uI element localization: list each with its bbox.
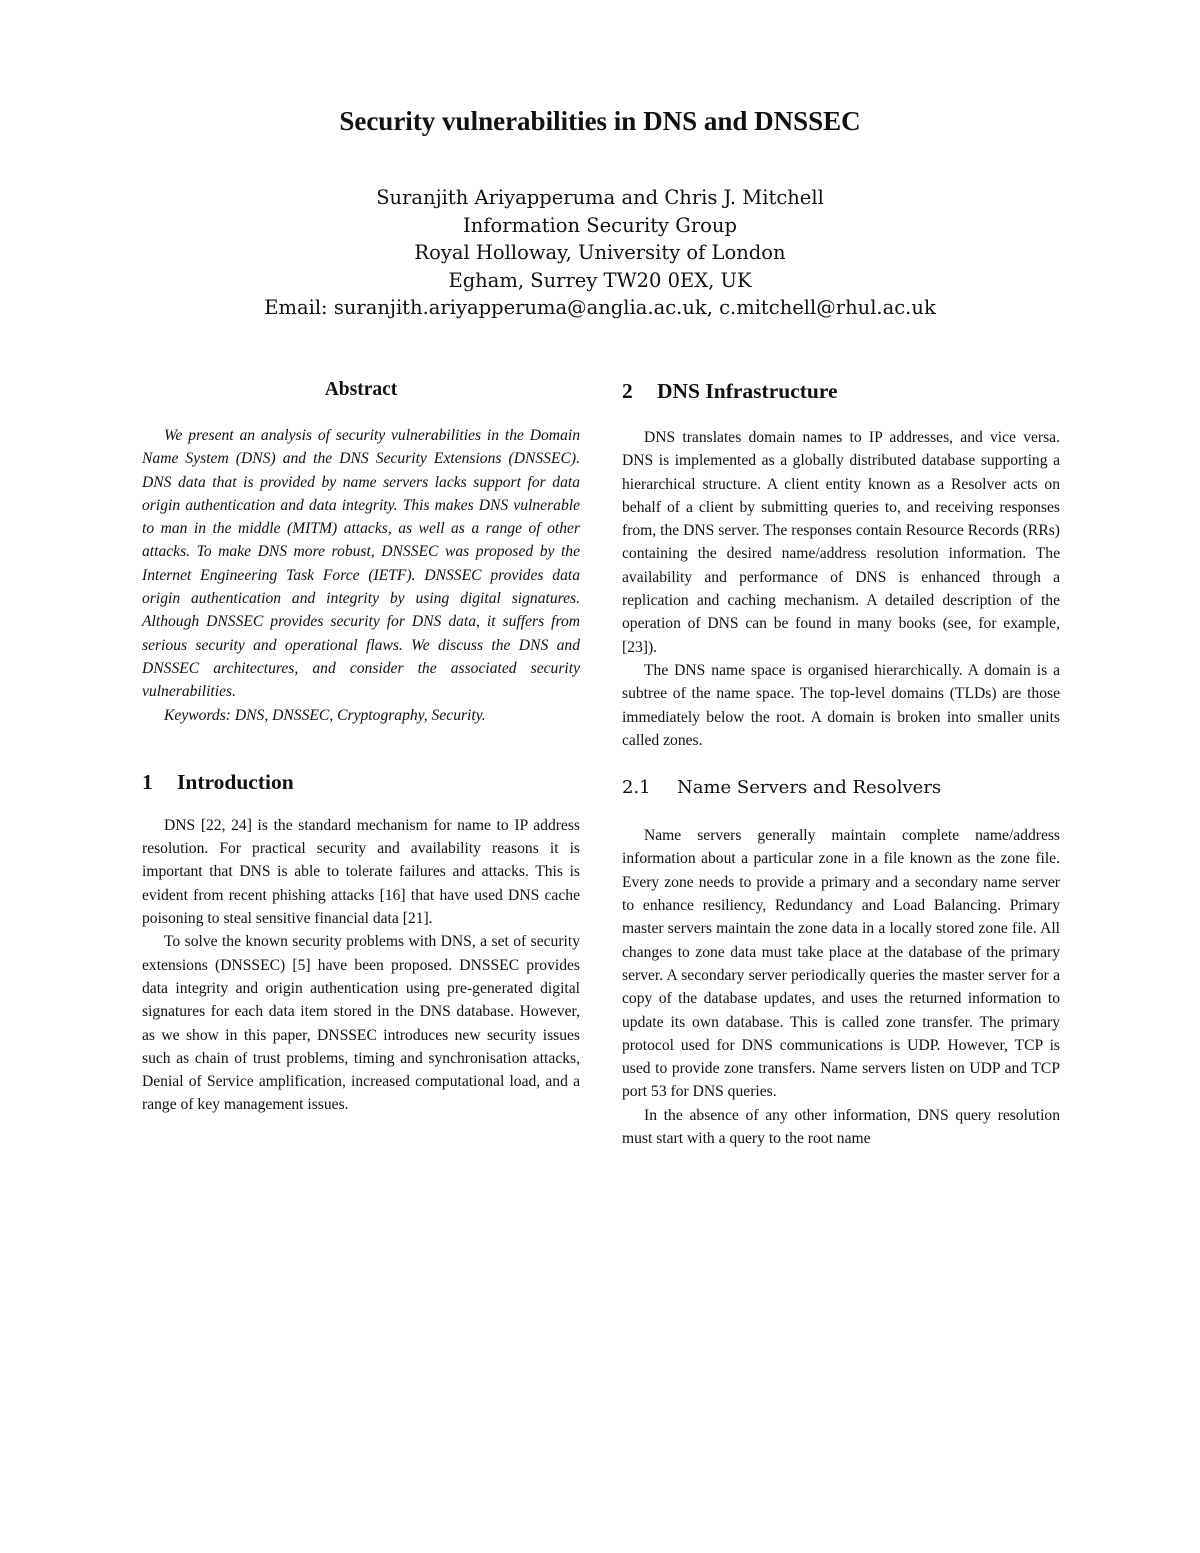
section-2-1-heading (622, 774, 1060, 802)
section-2-1-paragraph-2: In the absence of any other information, DNS query resolution must start with a query to the root name (622, 1106, 1060, 1148)
section-2-paragraph-2: The DNS name space is organised hierarchically. A domain is a subtree of the name space. The top-level domains (TLDs) are those immediately below the root. A domain is broken into smaller units called zones. (622, 661, 1060, 749)
author-email: Email: suranjith.ariyapperuma@anglia.ac.uk, c.mitchell@rhul.ac.uk (264, 296, 936, 319)
section-1-heading (142, 767, 580, 797)
section-2-heading (622, 376, 1060, 406)
author-address: Egham, Surrey TW20 0EX, UK (448, 268, 752, 292)
right-column (622, 376, 1060, 1150)
author-group: Information Security Group (463, 213, 737, 237)
left-column (142, 376, 580, 1117)
section-2-title: DNS Infrastructure (657, 379, 838, 403)
section-1-title: Introduction (177, 769, 294, 794)
abstract-heading: Abstract (324, 379, 398, 400)
section-1-paragraph-1: DNS [22, 24] is the standard mechanism for name to IP address resolution. For practical security and availability reasons it is important that DNS is able to tolerate failures and attacks. This is evident from recent phishing attacks [16] that have used DNS cache poisoning to steal sensitive financial data [21]. (142, 816, 580, 928)
section-2-number: 2 (622, 379, 633, 403)
section-1-paragraph-2: To solve the known security problems with DNS, a set of security extensions (DNSSEC) [5] have been proposed. DNSSEC provides data integrity and origin authentication using pre-generated digital signatures for each data item stored in the DNS database. However, as we show in this paper, DNSSEC introduces new security issues such as chain of trust problems, timing and synchronisation attacks, Denial of Service amplification, increased computational load, and a range of key management issues. (142, 933, 580, 1114)
abstract-keywords: Keywords: DNS, DNSSEC, Cryptography, Security. (164, 706, 486, 724)
author-institution: Royal Holloway, University of London (414, 241, 786, 264)
section-2-paragraph-1: DNS translates domain names to IP addresses, and vice versa. DNS is implemented as a globally distributed database supporting a hierarchical structure. A client entity known as a Resolver acts on behalf of a client by submitting queries to, and receiving responses from, the DNS server. The responses contain Resource Records (RRs) containing the desired name/address resolution information. The availability and performance of DNS is enhanced through a replication and caching mechanism. A detailed description of the operation of DNS can be found in many books (see, for example, [23]). (622, 429, 1060, 656)
section-1-number: 1 (142, 769, 153, 794)
section-2-1-title: Name Servers and Resolvers (677, 777, 942, 799)
paper-title: Security vulnerabilities in DNS and DNSSEC (339, 106, 861, 136)
section-2-1-paragraph-1: Name servers generally maintain complete name/address information about a particular zone in a file known as the zone file. Every zone needs to provide a primary and a secondary name server to enhance resiliency, Redundancy and Load Balancing. Primary master servers maintain the zone data in a locally stored zone file. All changes to zone data must take place at the database of the primary server. A secondary server periodically queries the master server for a copy of the database updates, and uses the returned information to update its own database. This is called zone transfer. The primary protocol used for DNS communications is UDP. However, TCP is used to provide zone transfers. Name servers listen on UDP and TCP port 53 for DNS queries. (622, 827, 1060, 1101)
author-names: Suranjith Ariyapperuma and Chris J. Mitchell (376, 186, 824, 209)
author-block (0, 184, 1200, 322)
section-2-1-number: 2.1 (622, 777, 651, 799)
abstract-text: We present an analysis of security vulnerabilities in the Domain Name System (DNS) and the DNS Security Extensions (DNSSEC). DNS data that is provided by name servers lacks support for data origin authentication and data integrity. This makes DNS vulnerable to man in the middle (MITM) attacks, as well as a range of other attacks. To make DNS more robust, DNSSEC was proposed by the Internet Engineering Task Force (IETF). DNSSEC provides data origin authentication and integrity by using digital signatures. Although DNSSEC provides security for DNS data, it suffers from serious security and operational flaws. We discuss the DNS and DNSSEC architectures, and consider the associated security vulnerabilities. (142, 427, 580, 701)
